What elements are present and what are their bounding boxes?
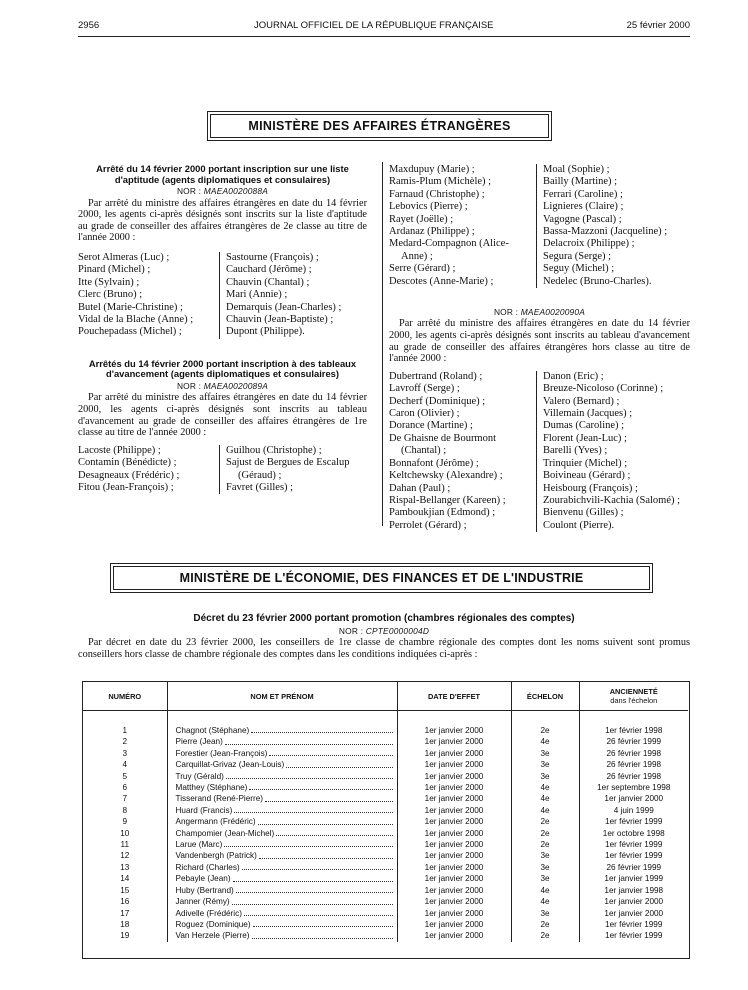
- nor-reference: NOR : MAEA0020088A: [176, 186, 269, 197]
- cell-echelon: 3e: [511, 908, 579, 919]
- list-item: Serre (Gérard) ;: [389, 263, 456, 275]
- cell-seniority: 1er octobre 1998: [602, 828, 665, 838]
- list-item: Ferrari (Caroline) ;: [543, 188, 623, 200]
- table-row: [83, 850, 688, 861]
- cell-name: Forestier (Jean-François): [167, 748, 397, 759]
- cell-number: 14: [83, 873, 167, 884]
- table-row: [83, 896, 688, 907]
- list-item: Itte (Sylvain) ;: [78, 276, 140, 288]
- list-item: Butel (Marie-Christine) ;: [78, 301, 183, 313]
- cell-number: 8: [83, 805, 167, 816]
- table-row: [83, 930, 688, 941]
- cell-echelon: 4e: [511, 885, 579, 896]
- list-item: Ramis-Plum (Michèle) ;: [389, 176, 492, 188]
- cell-date: 1er janvier 2000: [397, 816, 511, 827]
- list-item: De Ghaisne de Bourmont: [389, 432, 497, 444]
- list-item: Pamboukjian (Edmond) ;: [389, 507, 496, 519]
- cell-echelon: 3e: [511, 771, 579, 782]
- list-item: Fitou (Jean-François) ;: [78, 482, 174, 493]
- cell-seniority: 1er février 1999: [605, 817, 663, 827]
- cell-number: 6: [83, 782, 167, 793]
- cell-date: 1er janvier 2000: [397, 748, 511, 759]
- column-divider: [382, 162, 383, 526]
- list-item: Guilhou (Christophe) ;: [226, 444, 322, 456]
- cell-name: Adivelle (Frédéric): [167, 908, 397, 919]
- table-row: [83, 816, 688, 827]
- list-item: Valero (Bernard) ;: [543, 395, 620, 407]
- cell-name: Carquillat-Grivaz (Jean-Louis): [167, 759, 397, 770]
- name-list-right: [536, 164, 690, 288]
- cell-name: Tisserand (René-Pierre): [167, 793, 397, 804]
- cell-seniority: 26 février 1998: [606, 760, 662, 770]
- cell-echelon: 2e: [511, 919, 579, 930]
- list-item: Florent (Jean-Luc) ;: [543, 432, 627, 444]
- cell-date: 1er janvier 2000: [397, 862, 511, 873]
- cell-date: 1er janvier 2000: [397, 805, 511, 816]
- name-list-left: [78, 445, 219, 495]
- list-item: Favret (Gilles) ;: [226, 482, 294, 493]
- table-row: [83, 736, 688, 747]
- table-row: [83, 885, 688, 896]
- list-item: Demarquis (Jean-Charles) ;: [226, 301, 342, 313]
- cell-date: 1er janvier 2000: [397, 828, 511, 839]
- ministry-heading-foreign-affairs: MINISTÈRE DES AFFAIRES ÉTRANGÈRES: [210, 114, 549, 138]
- cell-seniority: 1er février 1999: [605, 840, 663, 850]
- list-item: Lacoste (Philippe) ;: [78, 444, 161, 456]
- list-item: Delacroix (Philippe) ;: [543, 238, 635, 250]
- cell-seniority: 1er février 1999: [605, 851, 663, 861]
- list-item: Coulont (Pierre).: [543, 519, 615, 531]
- list-item: Lignieres (Claire) ;: [543, 201, 624, 213]
- cell-number: 1: [83, 711, 167, 737]
- table-row: [83, 862, 688, 873]
- cell-echelon: 3e: [511, 873, 579, 884]
- list-item: Chauvin (Chantal) ;: [226, 276, 310, 288]
- table-row: [83, 771, 688, 782]
- cell-seniority: 26 février 1998: [606, 771, 662, 781]
- list-item: Moal (Sophie) ;: [543, 164, 610, 175]
- cell-name: Larue (Marc): [167, 839, 397, 850]
- list-item: Bailly (Martine) ;: [543, 176, 618, 188]
- cell-date: 1er janvier 2000: [397, 896, 511, 907]
- list-item: (Chantal) ;: [401, 445, 447, 457]
- list-item: Segura (Serge) ;: [543, 250, 612, 262]
- list-item: Danon (Eric) ;: [543, 370, 604, 382]
- cell-number: 5: [83, 771, 167, 782]
- list-item: Pouchepadass (Michel) ;: [78, 326, 182, 338]
- right-column: [389, 164, 690, 532]
- list-item: Contamin (Bénédicte) ;: [78, 457, 177, 469]
- list-item: Villemain (Jacques) ;: [543, 408, 633, 420]
- cell-name: Truy (Gérald): [167, 771, 397, 782]
- decree-text: Par arrêté du ministre des affaires étrangères en date du 14 février 2000, les agents ci-après désignés sont inscrits au tableau d'avancement au grade de conseiller des affaires étrangères de 1re classe au titre de l'année 2000 :: [78, 392, 367, 439]
- list-item: Bassa-Mazzoni (Jacqueline) ;: [543, 226, 668, 238]
- decree-text: Par arrêté du ministre des affaires étrangères en date du 14 février 2000, les agents ci-après désignés sont inscrits sur la liste d'aptitude au grade de conseiller des affaires étrangères de 2e classe au titre de l'année 2000 :: [78, 197, 367, 244]
- cell-name: Champomier (Jean-Michel): [167, 828, 397, 839]
- cell-number: 2: [83, 736, 167, 747]
- header-rule: [78, 36, 690, 37]
- nor-reference: NOR : MAEA0020089A: [176, 381, 269, 391]
- list-item: Dahan (Paul) ;: [389, 482, 451, 494]
- ministry-heading-economy: MINISTÈRE DE L'ÉCONOMIE, DES FINANCES ET DE L'INDUSTRIE: [113, 566, 650, 590]
- list-item: Breuze-Nicoloso (Corinne) ;: [543, 383, 664, 395]
- list-item: Bienvenu (Gilles) ;: [543, 507, 624, 519]
- cell-name: Richard (Charles): [167, 862, 397, 873]
- cell-echelon: 4e: [511, 782, 579, 793]
- cell-number: 18: [83, 919, 167, 930]
- cell-date: 1er janvier 2000: [397, 850, 511, 861]
- nor-reference: NOR : MAEA0020090A: [493, 307, 586, 318]
- cell-date: 1er janvier 2000: [397, 930, 511, 941]
- list-item: Barelli (Yves) ;: [543, 445, 608, 457]
- cell-seniority: 1er janvier 2000: [604, 897, 664, 907]
- cell-name: Huard (Francis): [167, 805, 397, 816]
- cell-echelon: 4e: [511, 805, 579, 816]
- list-item: Dorance (Martine) ;: [389, 420, 473, 432]
- cell-echelon: 4e: [511, 793, 579, 804]
- list-item: Mari (Annie) ;: [226, 289, 288, 301]
- page-header: [78, 20, 690, 34]
- decree-text: Par arrêté du ministre des affaires étrangères en date du 14 février 2000, les agents ci-après désignés sont inscrits au tableau d'avancement au grade de conseiller des affaires étrangères hors classe au titre de l'année 2000 :: [389, 318, 690, 365]
- col-header-name: NOM ET PRÉNOM: [167, 682, 397, 711]
- list-item: Dumas (Caroline) ;: [543, 420, 625, 432]
- list-item: (Géraud) ;: [238, 469, 282, 481]
- cell-date: 1er janvier 2000: [397, 759, 511, 770]
- list-item: Seguy (Michel) ;: [543, 263, 615, 275]
- cell-seniority: 1er février 1999: [605, 931, 663, 941]
- decree-title: Arrêtés du 14 février 2000 portant inscription à des tableaux d'avancement (agents diplomatiques et consulaires): [88, 357, 357, 380]
- col-header-number: NUMÉRO: [83, 682, 167, 711]
- page-number: 2956: [78, 20, 100, 31]
- promotion-table: [83, 682, 688, 942]
- list-item: Sajust de Bergues de Escalup: [226, 457, 350, 469]
- cell-seniority: 1er janvier 2000: [604, 794, 664, 804]
- name-list-left: [389, 164, 536, 288]
- cell-number: 11: [83, 839, 167, 850]
- cell-number: 9: [83, 816, 167, 827]
- decree-title: Arrêté du 14 février 2000 portant inscription sur une liste d'aptitude (agents diplomatiques et consulaires): [96, 163, 349, 185]
- list-item: Boivineau (Gérard) ;: [543, 470, 631, 482]
- name-list-right: [536, 371, 690, 532]
- table-row: [83, 908, 688, 919]
- list-item: Keltchewsky (Alexandre) ;: [389, 470, 503, 482]
- cell-name: Chagnot (Stéphane): [167, 711, 397, 737]
- col-header-seniority: ANCIENNETÉ dans l'échelon: [579, 682, 688, 711]
- table-row: [83, 748, 688, 759]
- list-item: Lebovics (Pierre) ;: [389, 201, 468, 213]
- cell-echelon: 3e: [511, 759, 579, 770]
- list-item: Farnaud (Christophe) ;: [389, 188, 485, 200]
- cell-date: 1er janvier 2000: [397, 711, 511, 737]
- cell-number: 3: [83, 748, 167, 759]
- cell-name: Janner (Rémy): [167, 896, 397, 907]
- cell-seniority: 26 février 1999: [606, 737, 662, 747]
- list-item: Maxdupuy (Marie) ;: [389, 164, 475, 175]
- cell-name: Angermann (Frédéric): [167, 816, 397, 827]
- cell-number: 12: [83, 850, 167, 861]
- cell-name: Roguez (Dominique): [167, 919, 397, 930]
- cell-number: 19: [83, 930, 167, 941]
- cell-echelon: 2e: [511, 816, 579, 827]
- cell-number: 13: [83, 862, 167, 873]
- list-item: Chauvin (Jean-Baptiste) ;: [226, 314, 334, 325]
- list-item: Caron (Olivier) ;: [389, 408, 460, 420]
- name-list-right: [219, 445, 367, 495]
- list-item: Cauchard (Jérôme) ;: [226, 264, 312, 276]
- cell-date: 1er janvier 2000: [397, 771, 511, 782]
- list-item: Rayet (Joëlle) ;: [389, 213, 454, 225]
- list-item: Clerc (Bruno) ;: [78, 289, 143, 301]
- list-item: Decherf (Dominique) ;: [389, 395, 486, 407]
- table-row: [83, 711, 688, 737]
- name-list-left: [389, 371, 536, 532]
- col-header-date: DATE D'EFFET: [397, 682, 511, 711]
- list-item: Medard-Compagnon (Alice-: [389, 238, 509, 250]
- list-item: Descotes (Anne-Marie) ;: [389, 275, 494, 287]
- cell-echelon: 2e: [511, 839, 579, 850]
- list-item: Dubertrand (Roland) ;: [389, 370, 483, 382]
- cell-name: Pierre (Jean): [167, 736, 397, 747]
- cell-echelon: 2e: [511, 828, 579, 839]
- cell-echelon: 4e: [511, 736, 579, 747]
- list-item: Sastourne (François) ;: [226, 251, 319, 263]
- list-item: Vidal de la Blache (Anne) ;: [78, 314, 194, 325]
- list-item: Vagogne (Pascal) ;: [543, 213, 622, 225]
- cell-date: 1er janvier 2000: [397, 908, 511, 919]
- col-header-echelon: ÉCHELON: [511, 682, 579, 711]
- cell-echelon: 3e: [511, 862, 579, 873]
- cell-number: 15: [83, 885, 167, 896]
- cell-name: Pebayle (Jean): [167, 873, 397, 884]
- table-row: [83, 782, 688, 793]
- table-row: [83, 919, 688, 930]
- list-item: Dupont (Philippe).: [226, 326, 305, 338]
- list-item: Serot Almeras (Luc) ;: [78, 251, 170, 263]
- list-item: Zourabichvili-Kachia (Salomé) ;: [543, 494, 681, 506]
- table-row: [83, 873, 688, 884]
- list-item: Pinard (Michel) ;: [78, 264, 151, 276]
- cell-number: 10: [83, 828, 167, 839]
- list-item: Rispal-Bellanger (Kareen) ;: [389, 494, 506, 506]
- name-list-left: [78, 252, 219, 339]
- cell-seniority: 1er septembre 1998: [597, 783, 671, 793]
- cell-echelon: 2e: [511, 930, 579, 941]
- cell-seniority: 26 février 1998: [606, 748, 662, 758]
- cell-name: Huby (Bertrand): [167, 885, 397, 896]
- decree-promotion: [78, 614, 690, 660]
- table-row: [83, 828, 688, 839]
- name-list: [389, 164, 690, 288]
- list-item: Anne) ;: [401, 250, 433, 262]
- list-item: Desagneaux (Frédéric) ;: [78, 469, 180, 481]
- cell-date: 1er janvier 2000: [397, 873, 511, 884]
- cell-date: 1er janvier 2000: [397, 919, 511, 930]
- cell-echelon: 3e: [511, 748, 579, 759]
- issue-date: 25 février 2000: [626, 20, 690, 31]
- cell-echelon: 3e: [511, 850, 579, 861]
- cell-date: 1er janvier 2000: [397, 885, 511, 896]
- table-row: [83, 759, 688, 770]
- left-column: [78, 164, 367, 494]
- name-list: [78, 252, 367, 339]
- name-list-right: [219, 252, 367, 339]
- table-row: [83, 839, 688, 850]
- decree-title: Décret du 23 février 2000 portant promotion (chambres régionales des comptes): [193, 613, 575, 624]
- cell-seniority: 1er janvier 1998: [604, 885, 664, 895]
- cell-date: 1er janvier 2000: [397, 839, 511, 850]
- cell-date: 1er janvier 2000: [397, 736, 511, 747]
- cell-seniority: 1er janvier 2000: [604, 908, 664, 918]
- cell-date: 1er janvier 2000: [397, 793, 511, 804]
- cell-echelon: 4e: [511, 896, 579, 907]
- list-item: Bonnafont (Jérôme) ;: [389, 457, 479, 469]
- list-item: Heisbourg (François) ;: [543, 482, 638, 494]
- table-header-row: [83, 682, 688, 711]
- cell-echelon: 2e: [511, 711, 579, 737]
- name-list: [389, 371, 690, 532]
- table-row: [83, 805, 688, 816]
- cell-name: Matthey (Stéphane): [167, 782, 397, 793]
- cell-number: 4: [83, 759, 167, 770]
- cell-seniority: 1er février 1998: [605, 726, 663, 735]
- decree-text: Par décret en date du 23 février 2000, les conseillers de 1re classe de chambre régionale des comptes dont les noms suivent sont promus conseillers hors classe de chambre régionale des comptes dans les conditions indiquées ci-après :: [78, 637, 690, 660]
- list-item: Perrolet (Gérard) ;: [389, 519, 467, 531]
- cell-seniority: 1er janvier 1999: [604, 874, 664, 884]
- list-item: Nedelec (Bruno-Charles).: [543, 275, 652, 287]
- cell-seniority: 4 juin 1999: [613, 805, 654, 815]
- cell-name: Vandenbergh (Patrick): [167, 850, 397, 861]
- cell-number: 16: [83, 896, 167, 907]
- cell-number: 7: [83, 793, 167, 804]
- cell-number: 17: [83, 908, 167, 919]
- list-item: Ardanaz (Philippe) ;: [389, 226, 475, 238]
- table-row: [83, 793, 688, 804]
- journal-title: JOURNAL OFFICIEL DE LA RÉPUBLIQUE FRANÇAISE: [254, 20, 494, 31]
- cell-date: 1er janvier 2000: [397, 782, 511, 793]
- list-item: Trinquier (Michel) ;: [543, 457, 628, 469]
- nor-reference: NOR : CPTE0000004D: [338, 625, 430, 636]
- cell-seniority: 1er février 1999: [605, 919, 663, 929]
- name-list: [78, 445, 367, 495]
- cell-seniority: 26 février 1999: [606, 862, 662, 872]
- cell-name: Van Herzele (Pierre): [167, 930, 397, 941]
- list-item: Lavroff (Serge) ;: [389, 383, 460, 395]
